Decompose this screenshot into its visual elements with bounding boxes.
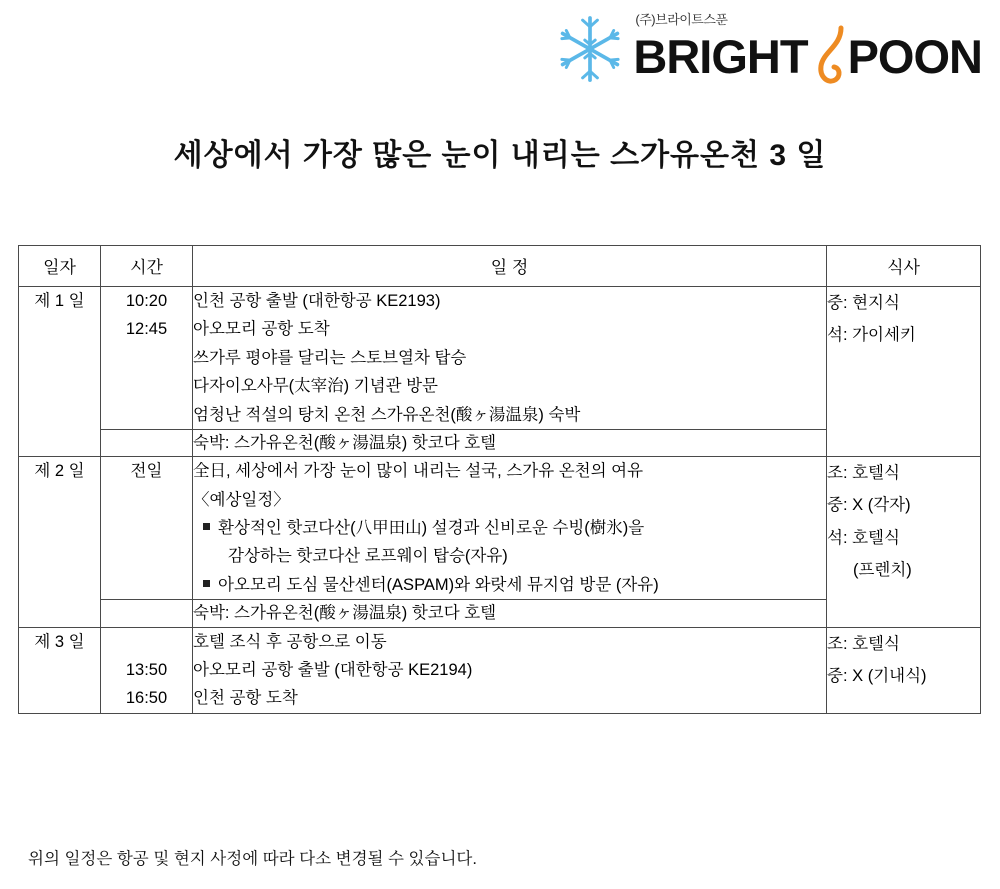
header-time: 시간: [101, 246, 193, 287]
company-logo: [553, 6, 982, 92]
day1-meal-line: 중: 현지식: [827, 294, 900, 312]
header-date: 일자: [19, 246, 101, 287]
logo-bright-text: BRIGHT: [633, 30, 808, 83]
day1-schedule-line: 쓰가루 평야를 달리는 스토브열차 탑승: [193, 348, 467, 367]
day3-time-1: 13:50: [125, 660, 168, 679]
day1-time-1: 10:20: [125, 292, 168, 310]
day1-meals: [827, 287, 981, 457]
day2-meal-line: (프렌치): [853, 560, 912, 579]
day1-meal-line: 석: 가이세키: [827, 326, 916, 345]
bullet-square-icon: [203, 580, 210, 587]
day3-time-2: 16:50: [125, 689, 168, 708]
day3-times: [101, 627, 193, 713]
spoon-swoosh-icon: [808, 24, 852, 90]
day1-schedule-line: 아오모리 공항 도착: [193, 320, 330, 339]
day1-times: [101, 287, 193, 430]
day2-meal-line: 석: 호텔식: [827, 528, 900, 547]
day2-meal-line: 중: X (각자): [827, 496, 911, 515]
day2-bullet-text: 아오모리 도심 물산센터(ASPAM)와 와랏세 뮤지엄 방문 (자유): [218, 575, 659, 594]
table-row: [19, 457, 981, 600]
day2-time: 전일: [101, 457, 193, 600]
day3-schedule-line: 호텔 조식 후 공항으로 이동: [193, 632, 387, 651]
bullet-square-icon: [203, 523, 210, 530]
day3-meal-line: 중: X (기내식): [827, 666, 927, 685]
logo-spoon-text: POON: [847, 30, 982, 83]
day1-schedule-line: 인천 공항 출발 (대한항공 KE2193): [193, 292, 441, 310]
day3-date: 제 3 일: [19, 627, 101, 713]
day1-date: 제 1 일: [19, 287, 101, 457]
header-schedule: 일 정: [193, 246, 827, 287]
day2-schedule: [193, 457, 827, 600]
day2-meals: [827, 457, 981, 627]
day2-bullet-text: 환상적인 핫코다산(八甲田山) 설경과 신비로운 수빙(樹氷)을: [218, 519, 645, 538]
day1-time-2: 12:45: [125, 320, 168, 339]
day2-schedule-intro: 全日, 세상에서 가장 눈이 많이 내리는 설국, 스가유 온천의 여유: [193, 462, 644, 481]
day2-lodging: 숙박: 스가유온천(酸ヶ湯温泉) 핫코다 호텔: [193, 600, 827, 627]
table-row: [19, 627, 981, 713]
day3-schedule-line: 인천 공항 도착: [193, 689, 298, 708]
day1-schedule-line: 엄청난 적설의 탕치 온천 스가유온천(酸ヶ湯温泉) 숙박: [193, 405, 581, 424]
header-meal: 식사: [827, 246, 981, 287]
day2-bullet: [193, 514, 826, 542]
day2-bullet-continued: 감상하는 핫코다산 로프웨이 탑승(자유): [228, 547, 508, 566]
day1-time-empty: [101, 429, 193, 456]
day2-schedule-intro: 〈예상일정〉: [193, 490, 290, 509]
day1-schedule: [193, 287, 827, 430]
day1-lodging: 숙박: 스가유온천(酸ヶ湯温泉) 핫코다 호텔: [193, 429, 827, 456]
table-row: [19, 287, 981, 430]
logo-korean-name: (주)브라이트스푼: [635, 11, 728, 27]
day3-schedule-line: 아오모리 공항 출발 (대한항공 KE2194): [193, 660, 473, 679]
footnote: 위의 일정은 항공 및 현지 사정에 따라 다소 변경될 수 있습니다.: [28, 850, 477, 868]
day1-schedule-line: 다자이오사무(太宰治) 기념관 방문: [193, 377, 438, 396]
day2-bullet: [193, 571, 826, 599]
day3-meals: [827, 627, 981, 713]
page-title: 세상에서 가장 많은 눈이 내리는 스가유온천 3 일: [173, 139, 827, 172]
snowflake-icon: [553, 12, 627, 86]
day3-schedule: [193, 627, 827, 713]
itinerary-table: [18, 245, 981, 714]
day2-date: 제 2 일: [19, 457, 101, 627]
day2-meal-line: 조: 호텔식: [827, 464, 900, 483]
day3-meal-line: 조: 호텔식: [827, 634, 900, 653]
day2-time-empty: [101, 600, 193, 627]
table-header-row: [19, 246, 981, 287]
